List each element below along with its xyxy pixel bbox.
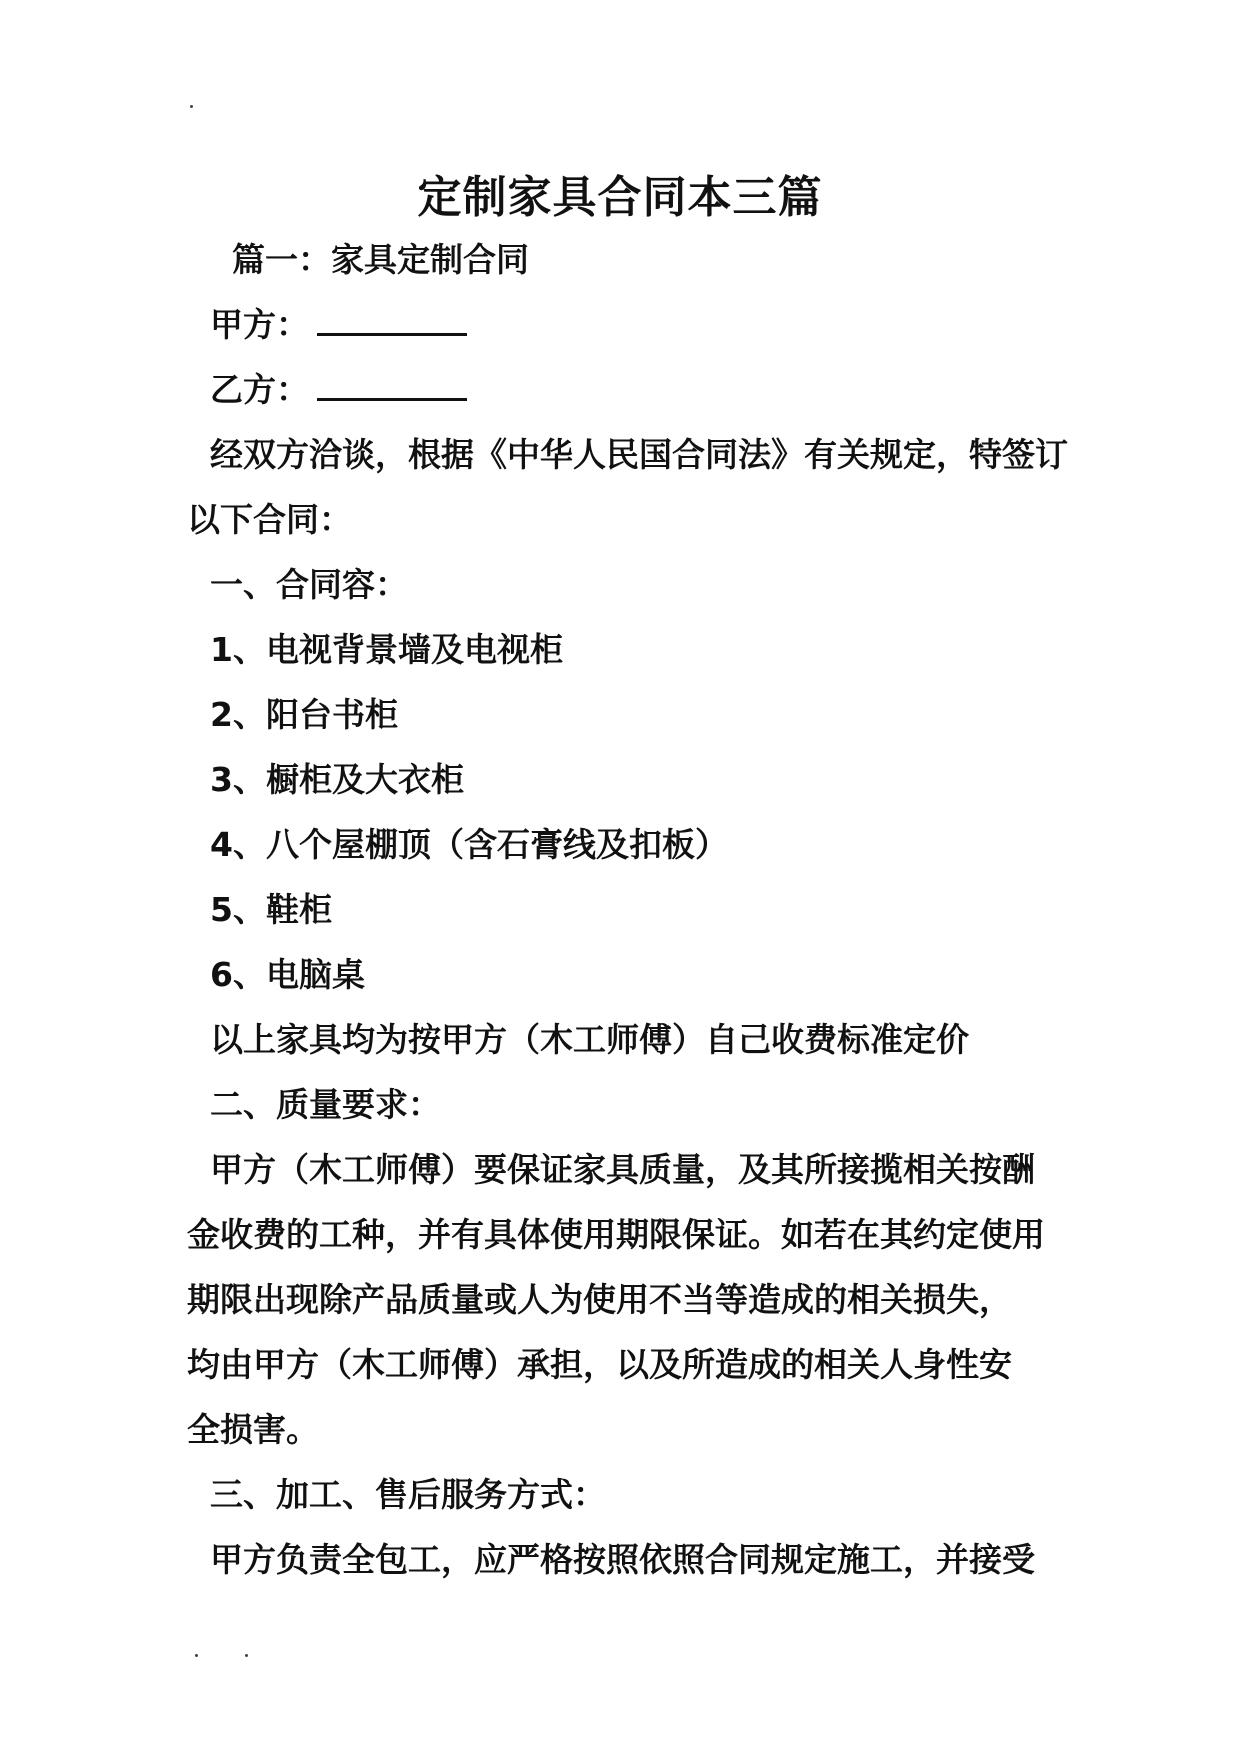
section-3-heading: 三、加工、售后服务方式： xyxy=(210,1475,606,1514)
party-a-blank xyxy=(317,303,467,336)
party-b-blank xyxy=(317,368,467,401)
section-1-heading: 一、合同容： xyxy=(210,565,408,604)
page-mark-dot xyxy=(190,105,193,108)
quality-line: 金收费的工种，并有具体使用期限保证。如若在其约定使用 xyxy=(187,1215,1045,1254)
quality-line: 甲方（木工师傅）要保证家具质量，及其所接揽相关按酬 xyxy=(210,1150,1035,1189)
list-item: 2、阳台书柜 xyxy=(210,695,398,734)
intro-line-1: 经双方洽谈，根据《中华人民国合同法》有关规定，特签订 xyxy=(210,435,1068,474)
list-item: 1、电视背景墙及电视柜 xyxy=(210,630,563,669)
intro-line-2: 以下合同： xyxy=(187,500,352,539)
page-mark-dot xyxy=(245,1654,248,1657)
pricing-note: 以上家具均为按甲方（木工师傅）自己收费标准定价 xyxy=(210,1020,969,1059)
list-item: 3、橱柜及大衣柜 xyxy=(210,760,464,799)
list-item: 5、鞋柜 xyxy=(210,890,332,929)
party-a-label: 甲方： xyxy=(210,305,309,344)
section-2-heading: 二、质量要求： xyxy=(210,1085,441,1124)
document-title: 定制家具合同本三篇 xyxy=(417,172,823,223)
party-b-label: 乙方： xyxy=(210,370,309,409)
list-item: 4、八个屋棚顶（含石膏线及扣板） xyxy=(210,825,728,864)
quality-line: 均由甲方（木工师傅）承担，以及所造成的相关人身性安 xyxy=(187,1345,1012,1384)
party-a-line xyxy=(210,300,467,350)
quality-line: 全损害。 xyxy=(187,1410,319,1449)
subtitle: 篇一：家具定制合同 xyxy=(232,240,529,279)
list-item: 6、电脑桌 xyxy=(210,955,365,994)
party-b-line xyxy=(210,365,467,415)
page-mark-dot xyxy=(195,1654,198,1657)
service-line: 甲方负责全包工，应严格按照依照合同规定施工，并接受 xyxy=(210,1540,1035,1579)
quality-line: 期限出现除产品质量或人为使用不当等造成的相关损失， xyxy=(187,1280,1012,1319)
